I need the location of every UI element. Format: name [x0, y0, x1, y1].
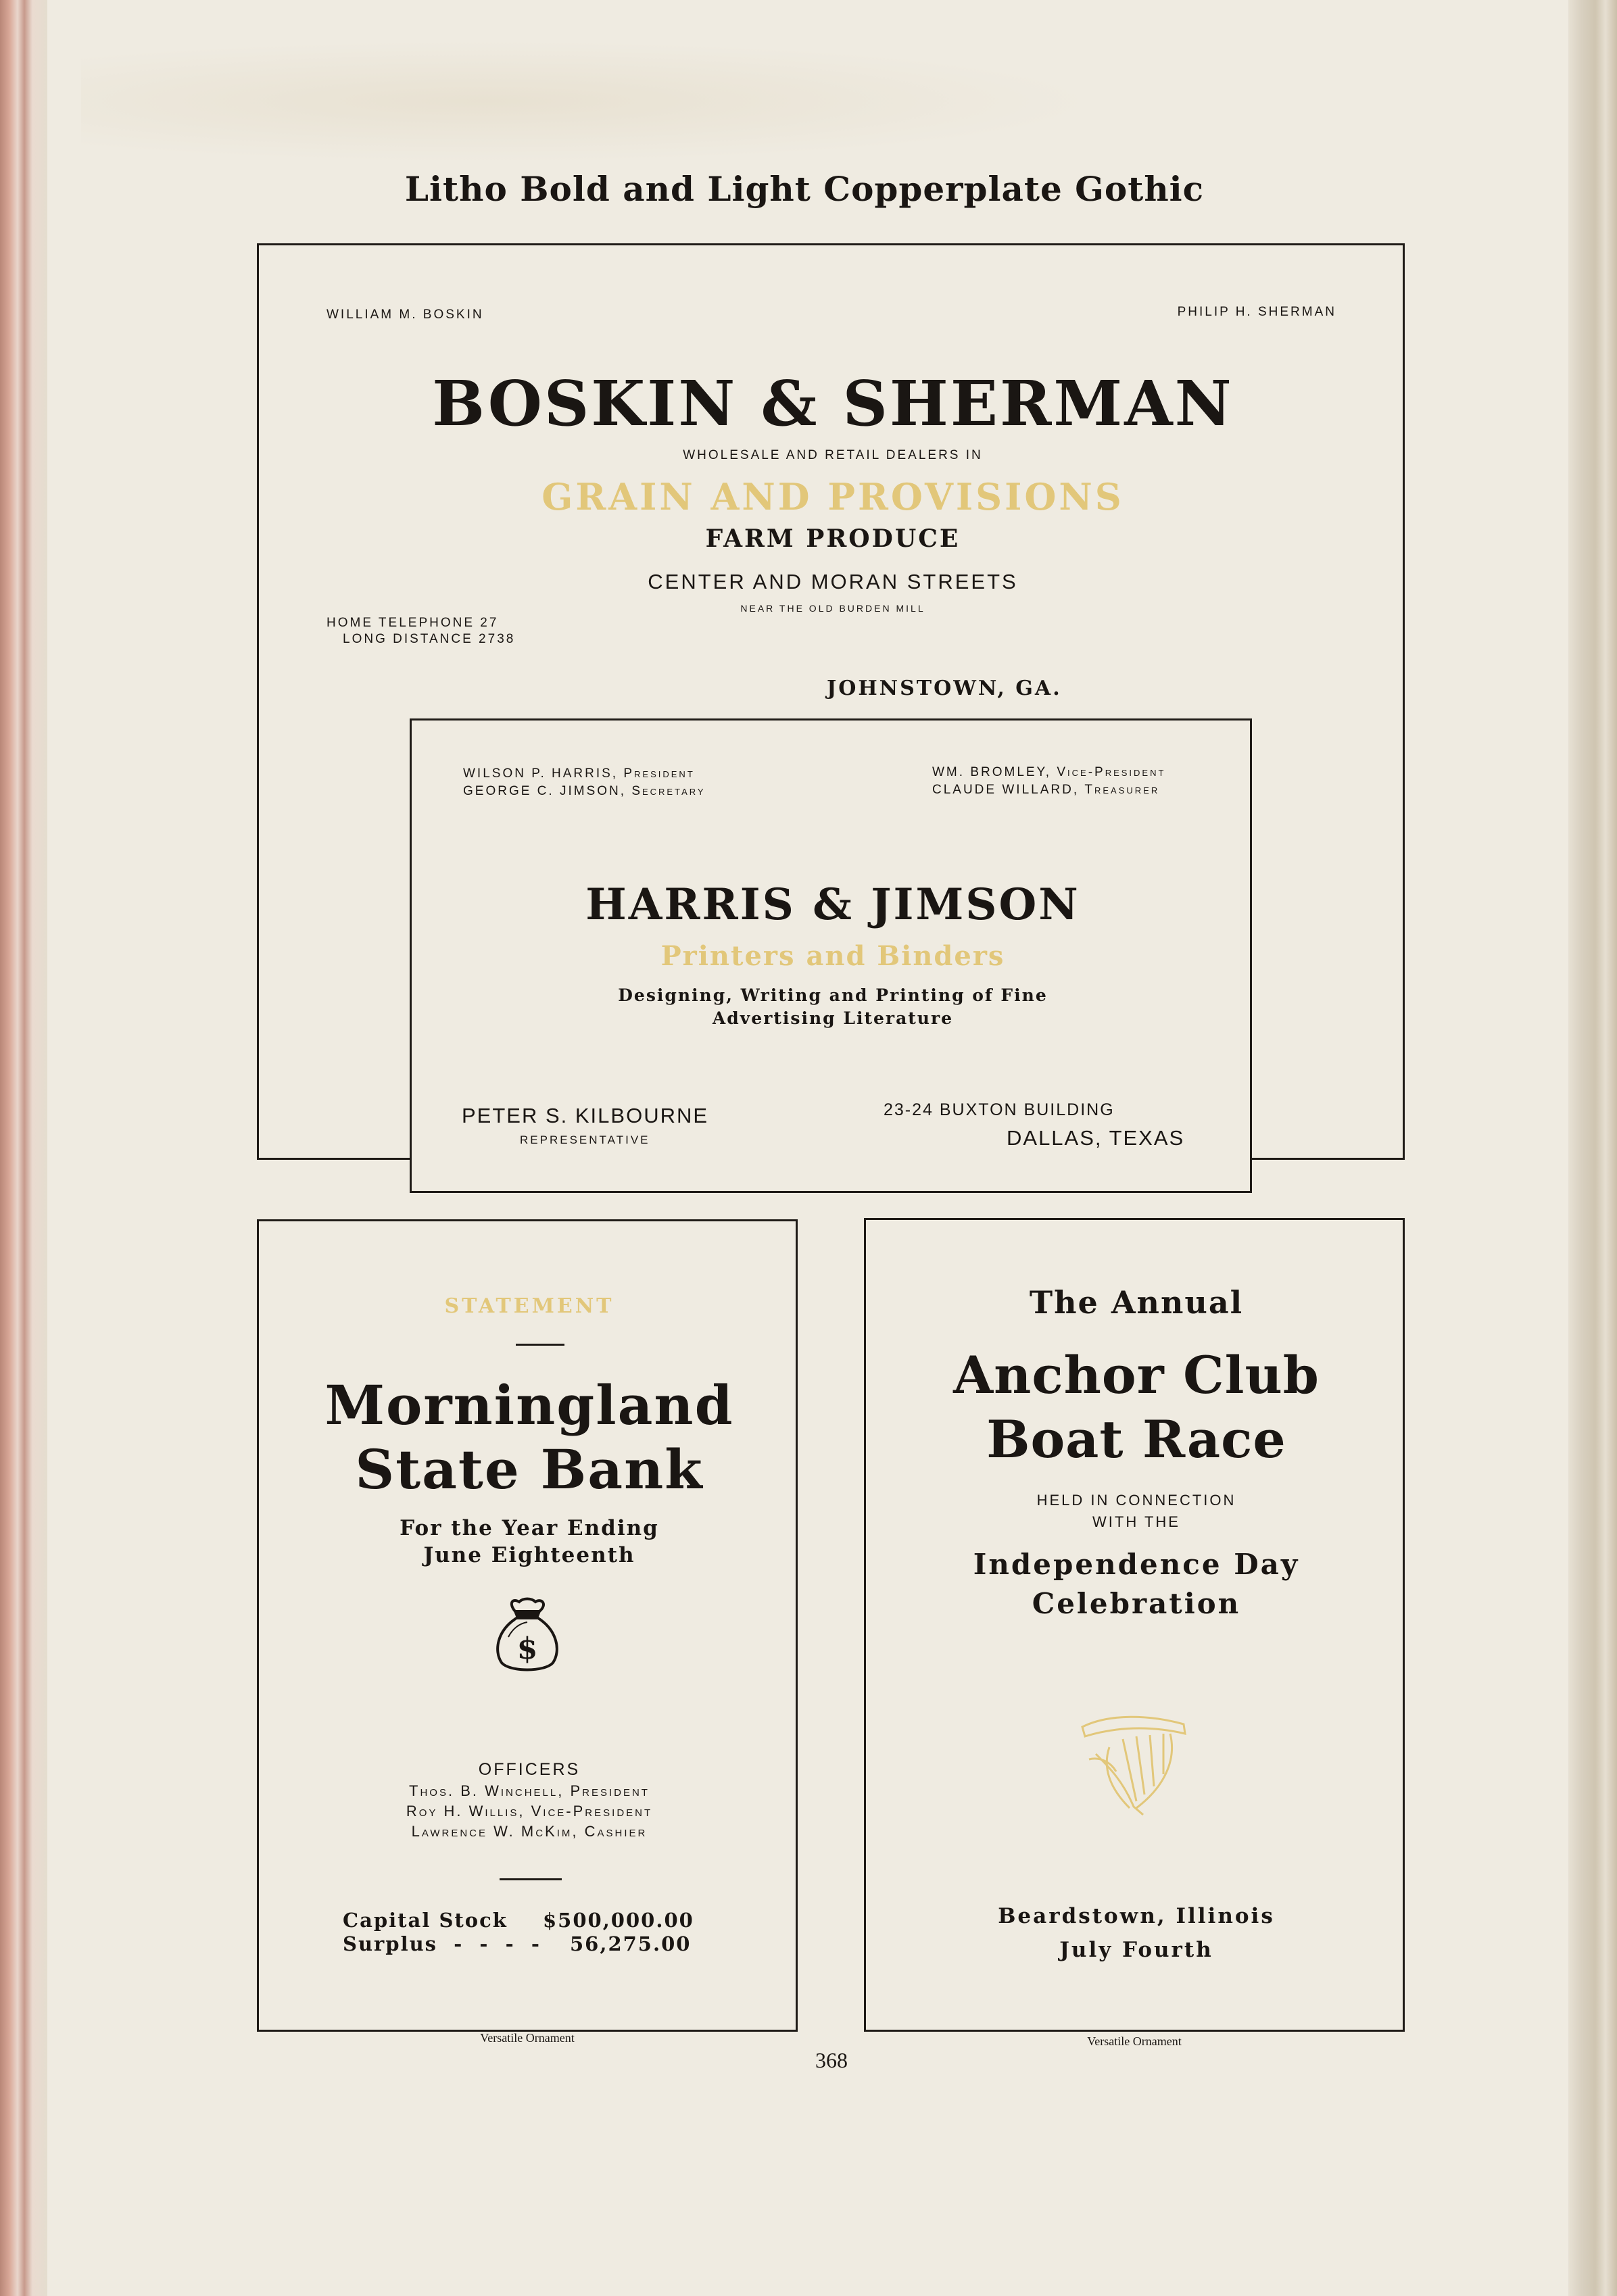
harris-building: 23-24 BUXTON BUILDING	[884, 1100, 1115, 1119]
harris-officer-2-name: GEORGE C. JIMSON,	[463, 784, 632, 798]
boskin-phone-home: HOME TELEPHONE 27	[327, 616, 499, 630]
harris-officer-3	[932, 765, 1165, 780]
bank-caption: Versatile Ornament	[480, 2031, 575, 2045]
harris-officer-4	[932, 783, 1159, 798]
harris-officer-2-role: Secretary	[631, 784, 706, 798]
harp-ornament-icon	[1069, 1707, 1197, 1822]
bank-surplus-label: Surplus - - - -	[343, 1932, 541, 1955]
bank-officer-3: Lawrence W. McKim, Cashier	[411, 1823, 648, 1840]
race-place: Beardstown, Illinois	[998, 1904, 1275, 1928]
harris-rep-title: REPRESENTATIVE	[520, 1133, 650, 1146]
bank-year-line-1: For the Year Ending	[400, 1516, 659, 1540]
harris-officer-4-name: CLAUDE WILLARD,	[932, 783, 1085, 797]
boskin-dealers: WHOLESALE AND RETAIL DEALERS IN	[683, 448, 983, 462]
bank-long-rule	[500, 1878, 562, 1880]
race-line-2: Anchor Club	[953, 1345, 1320, 1405]
race-held-1: HELD IN CONNECTION	[1036, 1492, 1236, 1509]
race-date: July Fourth	[1059, 1938, 1213, 1962]
harris-jimson-card	[410, 718, 1252, 1193]
money-bag-icon	[492, 1596, 563, 1674]
harris-desc-1: Designing, Writing and Printing of Fine	[618, 985, 1048, 1005]
harris-firm-name: HARRIS & JIMSON	[585, 879, 1080, 930]
bank-surplus-value: 56,275.00	[570, 1932, 692, 1955]
bank-capital-value: $500,000.00	[543, 1909, 694, 1932]
race-held-2: WITH THE	[1092, 1513, 1180, 1530]
harris-officer-1-name: WILSON P. HARRIS,	[463, 766, 624, 781]
race-caption: Versatile Ornament	[1087, 2034, 1182, 2048]
svg-text:$: $	[516, 1632, 538, 1666]
bank-officer-2: Roy H. Willis, Vice-President	[406, 1803, 653, 1819]
bank-statement-card	[257, 1219, 798, 2032]
bank-name-line-1: Morningland	[324, 1373, 734, 1437]
harris-city: DALLAS, TEXAS	[1007, 1126, 1185, 1150]
boat-race-card	[864, 1218, 1405, 2032]
book-page-edge	[1568, 0, 1617, 2296]
harris-trade: Printers and Binders	[660, 940, 1005, 972]
boskin-right-name: PHILIP H. SHERMAN	[1177, 305, 1336, 319]
bank-officers-heading: OFFICERS	[478, 1760, 581, 1779]
paper-stain	[81, 41, 1095, 162]
harris-officer-1-role: President	[623, 766, 695, 781]
bank-capital-label: Capital Stock	[343, 1909, 508, 1932]
boskin-left-name: WILLIAM M. BOSKIN	[327, 308, 484, 322]
bank-short-rule	[516, 1344, 564, 1346]
bank-name-line-2: State Bank	[355, 1438, 704, 1501]
harris-desc-2: Advertising Literature	[712, 1008, 954, 1028]
harris-officer-4-role: Treasurer	[1084, 783, 1160, 797]
boskin-grain: GRAIN AND PROVISIONS	[541, 475, 1124, 518]
race-event-1: Independence Day	[973, 1548, 1300, 1581]
boskin-firm-name: BOSKIN & SHERMAN	[432, 367, 1234, 440]
boskin-phone-long: LONG DISTANCE 2738	[343, 632, 516, 646]
bank-year-line-2: June Eighteenth	[423, 1543, 635, 1567]
boskin-city: JOHNSTOWN, GA.	[827, 677, 1062, 700]
harris-officer-2	[463, 784, 706, 799]
race-line-1: The Annual	[1029, 1284, 1244, 1321]
page-title: Litho Bold and Light Copperplate Gothic	[404, 169, 1205, 209]
boskin-address: CENTER AND MORAN STREETS	[648, 570, 1018, 593]
harris-officer-1	[463, 766, 695, 781]
harris-rep-name: PETER S. KILBOURNE	[462, 1104, 709, 1127]
boskin-near: NEAR THE OLD BURDEN MILL	[740, 603, 925, 614]
page-number: 368	[815, 2048, 848, 2072]
book-spine-edge	[0, 0, 47, 2296]
boskin-produce: FARM PRODUCE	[705, 524, 961, 553]
race-line-3: Boat Race	[986, 1409, 1286, 1469]
harris-officer-3-name: WM. BROMLEY,	[932, 765, 1057, 779]
bank-statement-label: STATEMENT	[444, 1294, 614, 1318]
harris-officer-3-role: Vice-President	[1057, 765, 1166, 779]
race-event-2: Celebration	[1032, 1587, 1241, 1620]
bank-officer-1: Thos. B. Winchell, President	[409, 1782, 650, 1799]
